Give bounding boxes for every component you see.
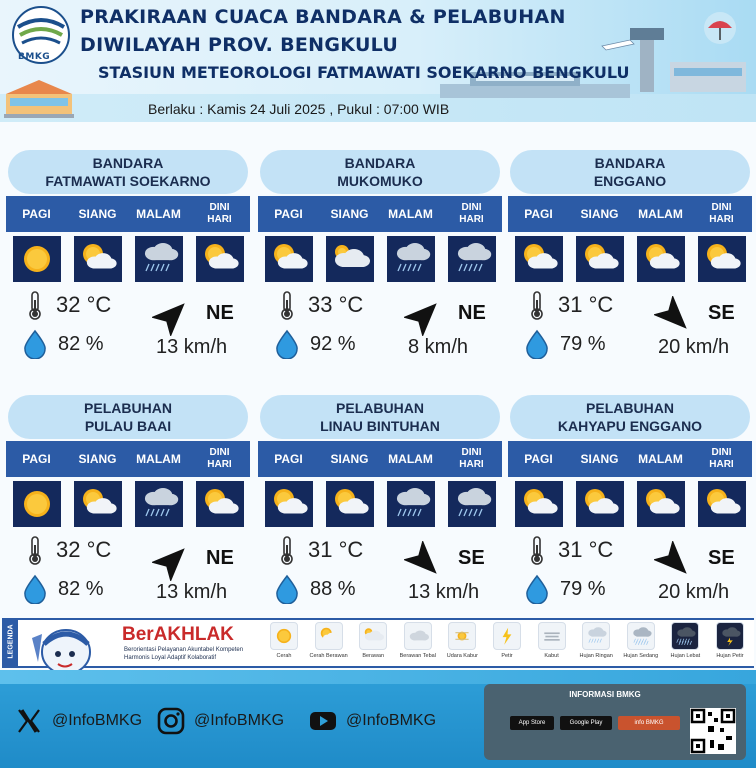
udara-kabur-icon [451, 625, 473, 647]
location-title [260, 150, 500, 194]
location-title [510, 150, 750, 194]
time-label-dini-hari [441, 441, 502, 477]
forecast-card [258, 395, 502, 630]
weather-icon-tile [637, 236, 685, 282]
legend-item [353, 622, 393, 666]
weather-icon-tile [74, 481, 122, 527]
wind-speed: 20 km/h [658, 581, 730, 603]
temperature [528, 290, 638, 320]
temperature-value: 32 °C [56, 292, 112, 317]
legend-label: Cerah Berawan [309, 653, 348, 659]
legend-icon-box [716, 622, 744, 650]
hujan-ringan-icon [139, 485, 179, 523]
wind-direction-arrow-icon [654, 541, 694, 581]
logo-text: BMKG [18, 52, 51, 62]
legend-icon-box [359, 622, 387, 650]
wind-speed: 8 km/h [408, 336, 469, 358]
time-label-siang: SIANG [330, 452, 369, 466]
location-type: PELABUHAN [84, 400, 172, 416]
social-x[interactable] [14, 706, 142, 736]
legend-icon-box [315, 622, 343, 650]
airport-illustration [4, 72, 74, 118]
legend-label: Hujan Petir [716, 653, 744, 659]
cerah-berawan-icon [519, 485, 559, 523]
time-label-siang: SIANG [580, 207, 619, 221]
hujan-ringan-icon [452, 240, 492, 278]
humidity [22, 328, 132, 360]
weather-icon-tile [698, 236, 746, 282]
humidity-drop-icon [22, 329, 48, 359]
time-label-pagi: PAGI [274, 452, 303, 466]
berakhlak-tagline: Berorientasi Pelayanan Akuntabel Kompeten Harmonis Loyal Adaptif Kolaboratif [124, 647, 244, 661]
dini-line1: DINI [209, 202, 230, 213]
cerah-berawan-icon [580, 485, 620, 523]
time-label-pagi: PAGI [22, 452, 51, 466]
weather-icon-tile [576, 236, 624, 282]
time-label-dini-hari [189, 196, 250, 232]
qr-code-icon[interactable] [690, 708, 736, 754]
weather-icon-tile [326, 481, 374, 527]
cerah-icon [17, 240, 57, 278]
time-label-siang: SIANG [78, 207, 117, 221]
berawan-icon [330, 240, 370, 278]
cerah-icon [273, 625, 295, 647]
cerah-berawan-icon [78, 240, 118, 278]
dini-line1: DINI [209, 447, 230, 458]
weather-icon-tile [326, 236, 374, 282]
temperature [278, 290, 388, 320]
dini-line2: HARI [207, 459, 232, 470]
dini-line1: DINI [461, 447, 482, 458]
berawan-icon [362, 625, 384, 647]
legend-item [710, 622, 750, 666]
cerah-berawan-icon [641, 240, 681, 278]
hujan-ringan-icon [452, 485, 492, 523]
humidity-drop-icon [524, 329, 550, 359]
legend-label: Berawan Tebal [399, 653, 436, 659]
weather-icon-tile [13, 236, 61, 282]
legend-item [576, 622, 616, 666]
instagram-handle: @InfoBMKG [194, 712, 285, 729]
legend-label: Cerah [276, 653, 292, 659]
wind-speed: 13 km/h [408, 581, 480, 603]
weather-icon-tile [196, 236, 244, 282]
wind-speed: 13 km/h [156, 336, 228, 358]
location-name: MUKOMUKO [337, 173, 423, 189]
cerah-berawan-icon [641, 485, 681, 523]
wind-direction: SE [458, 547, 485, 569]
humidity-value: 79 % [560, 332, 606, 355]
humidity-value: 88 % [310, 577, 356, 600]
temperature [26, 290, 136, 320]
legend-label: Udara Kabur [446, 653, 478, 659]
legend-label: Hujan Ringan [579, 653, 613, 659]
legend-label: Hujan Sedang [623, 653, 659, 659]
time-label-malam: MALAM [136, 207, 181, 221]
time-period-bar [258, 441, 502, 477]
legend-item [398, 622, 438, 666]
time-label-dini-hari [189, 441, 250, 477]
dini-line2: HARI [709, 459, 734, 470]
location-title [260, 395, 500, 439]
forecast-card [258, 150, 502, 385]
legend-item [442, 622, 482, 666]
weather-icons-row [508, 236, 752, 284]
temperature-value: 33 °C [308, 292, 364, 317]
humidity-drop-icon [274, 329, 300, 359]
location-type: BANDARA [344, 155, 416, 171]
legend-icon-box [582, 622, 610, 650]
time-label-pagi: PAGI [22, 207, 51, 221]
legend-label: Petir [501, 653, 513, 659]
dini-line2: HARI [459, 214, 484, 225]
wind-direction: SE [708, 547, 735, 569]
cerah-berawan-icon [702, 240, 742, 278]
legend-tag-label: LEGENDA [7, 624, 15, 659]
weather-icon-tile [265, 236, 313, 282]
wind-direction-arrow-icon [152, 541, 192, 581]
weather-icons-row [258, 236, 502, 284]
wind-direction: NE [206, 302, 234, 324]
time-label-dini-hari [691, 196, 752, 232]
weather-icons-row [6, 236, 250, 284]
weather-icon-tile [448, 481, 496, 527]
legend-label: Berawan [362, 653, 385, 659]
weather-icons-row [508, 481, 752, 529]
legend-icon-box [448, 622, 476, 650]
legend-icon-box [538, 622, 566, 650]
location-name: ENGGANO [593, 173, 667, 189]
dini-line1: DINI [711, 447, 732, 458]
petir-icon [496, 625, 518, 647]
info-bmkg-title: INFORMASI BMKG [569, 690, 641, 699]
time-label-pagi: PAGI [274, 207, 303, 221]
forecast-card [508, 395, 752, 630]
weather-icons-row [6, 481, 250, 529]
time-label-dini-hari [441, 196, 502, 232]
weather-icon-tile [74, 236, 122, 282]
youtube-icon [308, 706, 338, 736]
thermometer-icon [26, 535, 44, 565]
weather-icon-tile [387, 236, 435, 282]
humidity-drop-icon [274, 574, 300, 604]
cerah-berawan-icon [269, 485, 309, 523]
social-youtube[interactable] [308, 706, 436, 736]
time-label-siang: SIANG [78, 452, 117, 466]
humidity-value: 79 % [560, 577, 606, 600]
legend-tag [2, 620, 18, 666]
thermometer-icon [528, 535, 546, 565]
dini-line1: DINI [461, 202, 482, 213]
legend-item [532, 622, 572, 666]
forecast-card [508, 150, 752, 385]
time-label-malam: MALAM [388, 207, 433, 221]
cerah-berawan-icon [200, 485, 240, 523]
time-label-malam: MALAM [638, 207, 683, 221]
cerah-berawan-icon [580, 240, 620, 278]
temperature [26, 535, 136, 565]
location-type: PELABUHAN [336, 400, 424, 416]
location-name: FATMAWATI SOEKARNO [45, 173, 211, 189]
forecast-card [6, 150, 250, 385]
temperature [278, 535, 388, 565]
humidity-drop-icon [22, 574, 48, 604]
cerah-berawan-icon [330, 485, 370, 523]
location-type: BANDARA [92, 155, 164, 171]
time-label-pagi: PAGI [524, 452, 553, 466]
temperature-value: 31 °C [308, 537, 364, 562]
dini-line2: HARI [459, 459, 484, 470]
cerah-icon [17, 485, 57, 523]
wind-direction-arrow-icon [404, 541, 444, 581]
wind-direction-arrow-icon [654, 296, 694, 336]
weather-icon-tile [135, 236, 183, 282]
humidity-value: 82 % [58, 577, 104, 600]
x-icon [14, 706, 44, 736]
time-label-siang: SIANG [330, 207, 369, 221]
weather-icon-tile [135, 481, 183, 527]
weather-icon-tile [387, 481, 435, 527]
dini-line2: HARI [709, 214, 734, 225]
bmkg-logo [8, 5, 74, 73]
location-type: PELABUHAN [586, 400, 674, 416]
x-handle: @InfoBMKG [52, 712, 143, 729]
humidity-value: 82 % [58, 332, 104, 355]
location-name: KAHYAPU ENGGANO [557, 418, 703, 434]
time-label-dini-hari [691, 441, 752, 477]
location-title [8, 395, 248, 439]
footer-strip [0, 670, 756, 684]
thermometer-icon [26, 290, 44, 320]
wind-direction-arrow-icon [404, 296, 444, 336]
legend-item [621, 622, 661, 666]
time-label-pagi: PAGI [524, 207, 553, 221]
time-period-bar [258, 196, 502, 232]
legend-icon-box [671, 622, 699, 650]
time-label-malam: MALAM [638, 452, 683, 466]
dini-line2: HARI [207, 214, 232, 225]
location-name: LINAU BINTUHAN [320, 418, 440, 434]
humidity [524, 328, 634, 360]
weather-icon-tile [515, 236, 563, 282]
time-label-malam: MALAM [136, 452, 181, 466]
humidity [274, 328, 384, 360]
title-line-2: DIWILAYAH PROV. BENGKULU [80, 34, 399, 56]
youtube-handle: @InfoBMKG [346, 712, 437, 729]
weather-icon-tile [265, 481, 313, 527]
legend-icon-box [404, 622, 432, 650]
legend-icon-box [493, 622, 521, 650]
app-store-badge[interactable]: App Store [510, 716, 554, 730]
hujan-ringan-icon [139, 240, 179, 278]
wind-speed: 13 km/h [156, 581, 228, 603]
station-name: STASIUN METEOROLOGI FATMAWATI SOEKARNO BENGKULU [98, 63, 630, 82]
time-period-bar [508, 441, 752, 477]
temperature-value: 32 °C [56, 537, 112, 562]
cerah-berawan-icon [702, 485, 742, 523]
wind-speed: 20 km/h [658, 336, 730, 358]
wind-direction: NE [206, 547, 234, 569]
weather-icon-tile [196, 481, 244, 527]
legend-item [487, 622, 527, 666]
cerah-berawan-icon [200, 240, 240, 278]
hujan-ringan-icon [391, 240, 431, 278]
hujan-ringan-icon [391, 485, 431, 523]
time-label-siang: SIANG [580, 452, 619, 466]
valid-time: Berlaku : Kamis 24 Juli 2025 , Pukul : 07:00 WIB [148, 101, 450, 117]
cerah-berawan-icon [269, 240, 309, 278]
legend-icon-box [270, 622, 298, 650]
legend-label: Kabut [544, 653, 559, 659]
kabut-icon [541, 625, 563, 647]
location-type: BANDARA [594, 155, 666, 171]
berawan-tebal-icon [407, 625, 429, 647]
wind-direction: NE [458, 302, 486, 324]
weather-icons-row [258, 481, 502, 529]
forecast-card [6, 395, 250, 630]
weather-icon-tile [698, 481, 746, 527]
time-period-bar [508, 196, 752, 232]
social-instagram[interactable] [156, 706, 284, 736]
title-line-1: PRAKIRAAN CUACA BANDARA & PELABUHAN [80, 6, 566, 28]
dini-line1: DINI [711, 202, 732, 213]
berakhlak-logo-text: BerAKHLAK [122, 624, 234, 645]
hujan-ringan-icon [585, 625, 607, 647]
weather-icon-tile [576, 481, 624, 527]
weather-icon-tile [637, 481, 685, 527]
location-name: PULAU BAAI [84, 418, 172, 434]
legend-item [665, 622, 705, 666]
thermometer-icon [278, 535, 296, 565]
legend-items [264, 622, 750, 666]
humidity-drop-icon [524, 574, 550, 604]
legend-item [309, 622, 349, 666]
wind-direction: SE [708, 302, 735, 324]
humidity [524, 573, 634, 605]
time-period-bar [6, 441, 250, 477]
google-play-badge[interactable]: Google Play [560, 716, 612, 730]
cerah-berawan-icon [318, 625, 340, 647]
humidity [274, 573, 384, 605]
location-title [510, 395, 750, 439]
legend-item [264, 622, 304, 666]
hujan-lebat-icon [674, 625, 696, 647]
humidity [22, 573, 132, 605]
weather-icon-tile [13, 481, 61, 527]
humidity-value: 92 % [310, 332, 356, 355]
legend-icon-box [627, 622, 655, 650]
cerah-berawan-icon [78, 485, 118, 523]
time-period-bar [6, 196, 250, 232]
temperature [528, 535, 638, 565]
legend-label: Hujan Lebat [670, 653, 701, 659]
location-title [8, 150, 248, 194]
thermometer-icon [528, 290, 546, 320]
temperature-value: 31 °C [558, 292, 614, 317]
temperature-value: 31 °C [558, 537, 614, 562]
time-label-malam: MALAM [388, 452, 433, 466]
instagram-icon [156, 706, 186, 736]
info-bmkg-app-badge[interactable]: info BMKG [618, 716, 680, 730]
wind-direction-arrow-icon [152, 296, 192, 336]
cerah-berawan-icon [519, 240, 559, 278]
weather-icon-tile [448, 236, 496, 282]
hujan-sedang-icon [630, 625, 652, 647]
hujan-petir-icon [719, 625, 741, 647]
weather-icon-tile [515, 481, 563, 527]
thermometer-icon [278, 290, 296, 320]
